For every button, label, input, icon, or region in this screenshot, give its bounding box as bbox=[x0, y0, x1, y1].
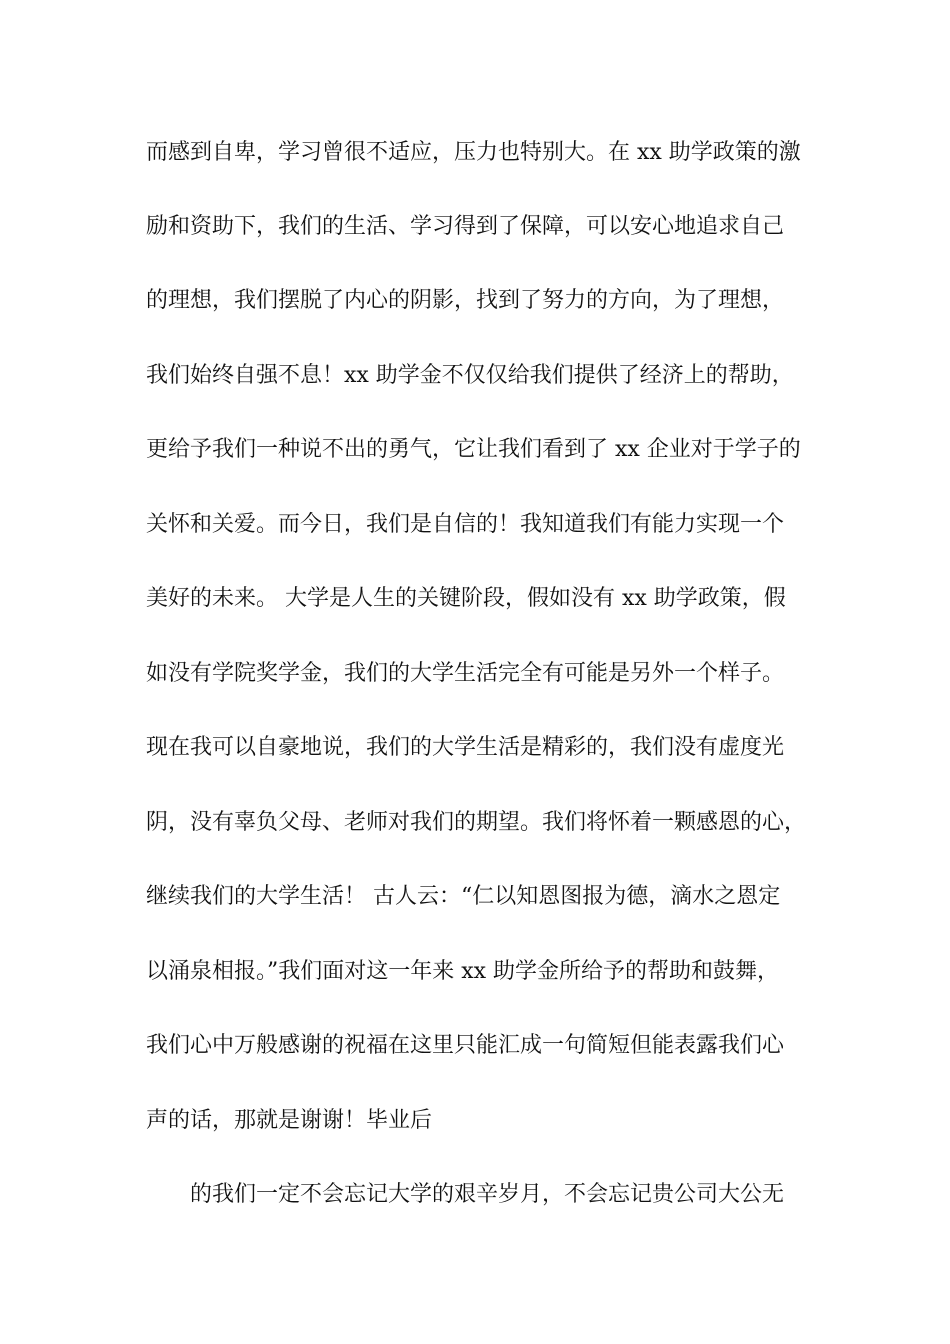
text-line: 更给予我们一种说不出的勇气，它让我们看到了 xx 企业对于学子的 bbox=[146, 437, 801, 462]
text-line: 现在我可以自豪地说，我们的大学生活是精彩的，我们没有虚度光 bbox=[146, 735, 785, 760]
text-line: 继续我们的大学生活！ 古人云：“仁以知恩图报为德，滴水之恩定 bbox=[146, 884, 781, 909]
text-line: 而感到自卑，学习曾很不适应，压力也特别大。在 xx 助学政策的激 bbox=[146, 140, 801, 165]
text-line: 关怀和关爱。而今日，我们是自信的！我知道我们有能力实现一个 bbox=[146, 512, 785, 537]
text-line: 如没有学院奖学金，我们的大学生活完全有可能是另外一个样子。 bbox=[146, 661, 785, 686]
text-line: 我们始终自强不息！xx 助学金不仅仅给我们提供了经济上的帮助， bbox=[146, 363, 794, 388]
text-line: 阴，没有辜负父母、老师对我们的期望。我们将怀着一颗感恩的心， bbox=[146, 810, 807, 835]
text-line: 励和资助下，我们的生活、学习得到了保障，可以安心地追求自己 bbox=[146, 214, 785, 239]
text-line: 声的话，那就是谢谢！毕业后 bbox=[146, 1108, 433, 1133]
text-line: 以涌泉相报。”我们面对这一年来 xx 助学金所给予的帮助和鼓舞， bbox=[146, 959, 780, 984]
paragraph-first-line: 的我们一定不会忘记大学的艰辛岁月，不会忘记贵公司大公无 bbox=[190, 1182, 785, 1207]
text-line: 美好的未来。 大学是人生的关键阶段，假如没有 xx 助学政策，假 bbox=[146, 586, 786, 611]
text-line: 我们心中万般感谢的祝福在这里只能汇成一句简短但能表露我们心 bbox=[146, 1033, 785, 1058]
text-line: 的理想，我们摆脱了内心的阴影，找到了努力的方向，为了理想， bbox=[146, 288, 785, 313]
